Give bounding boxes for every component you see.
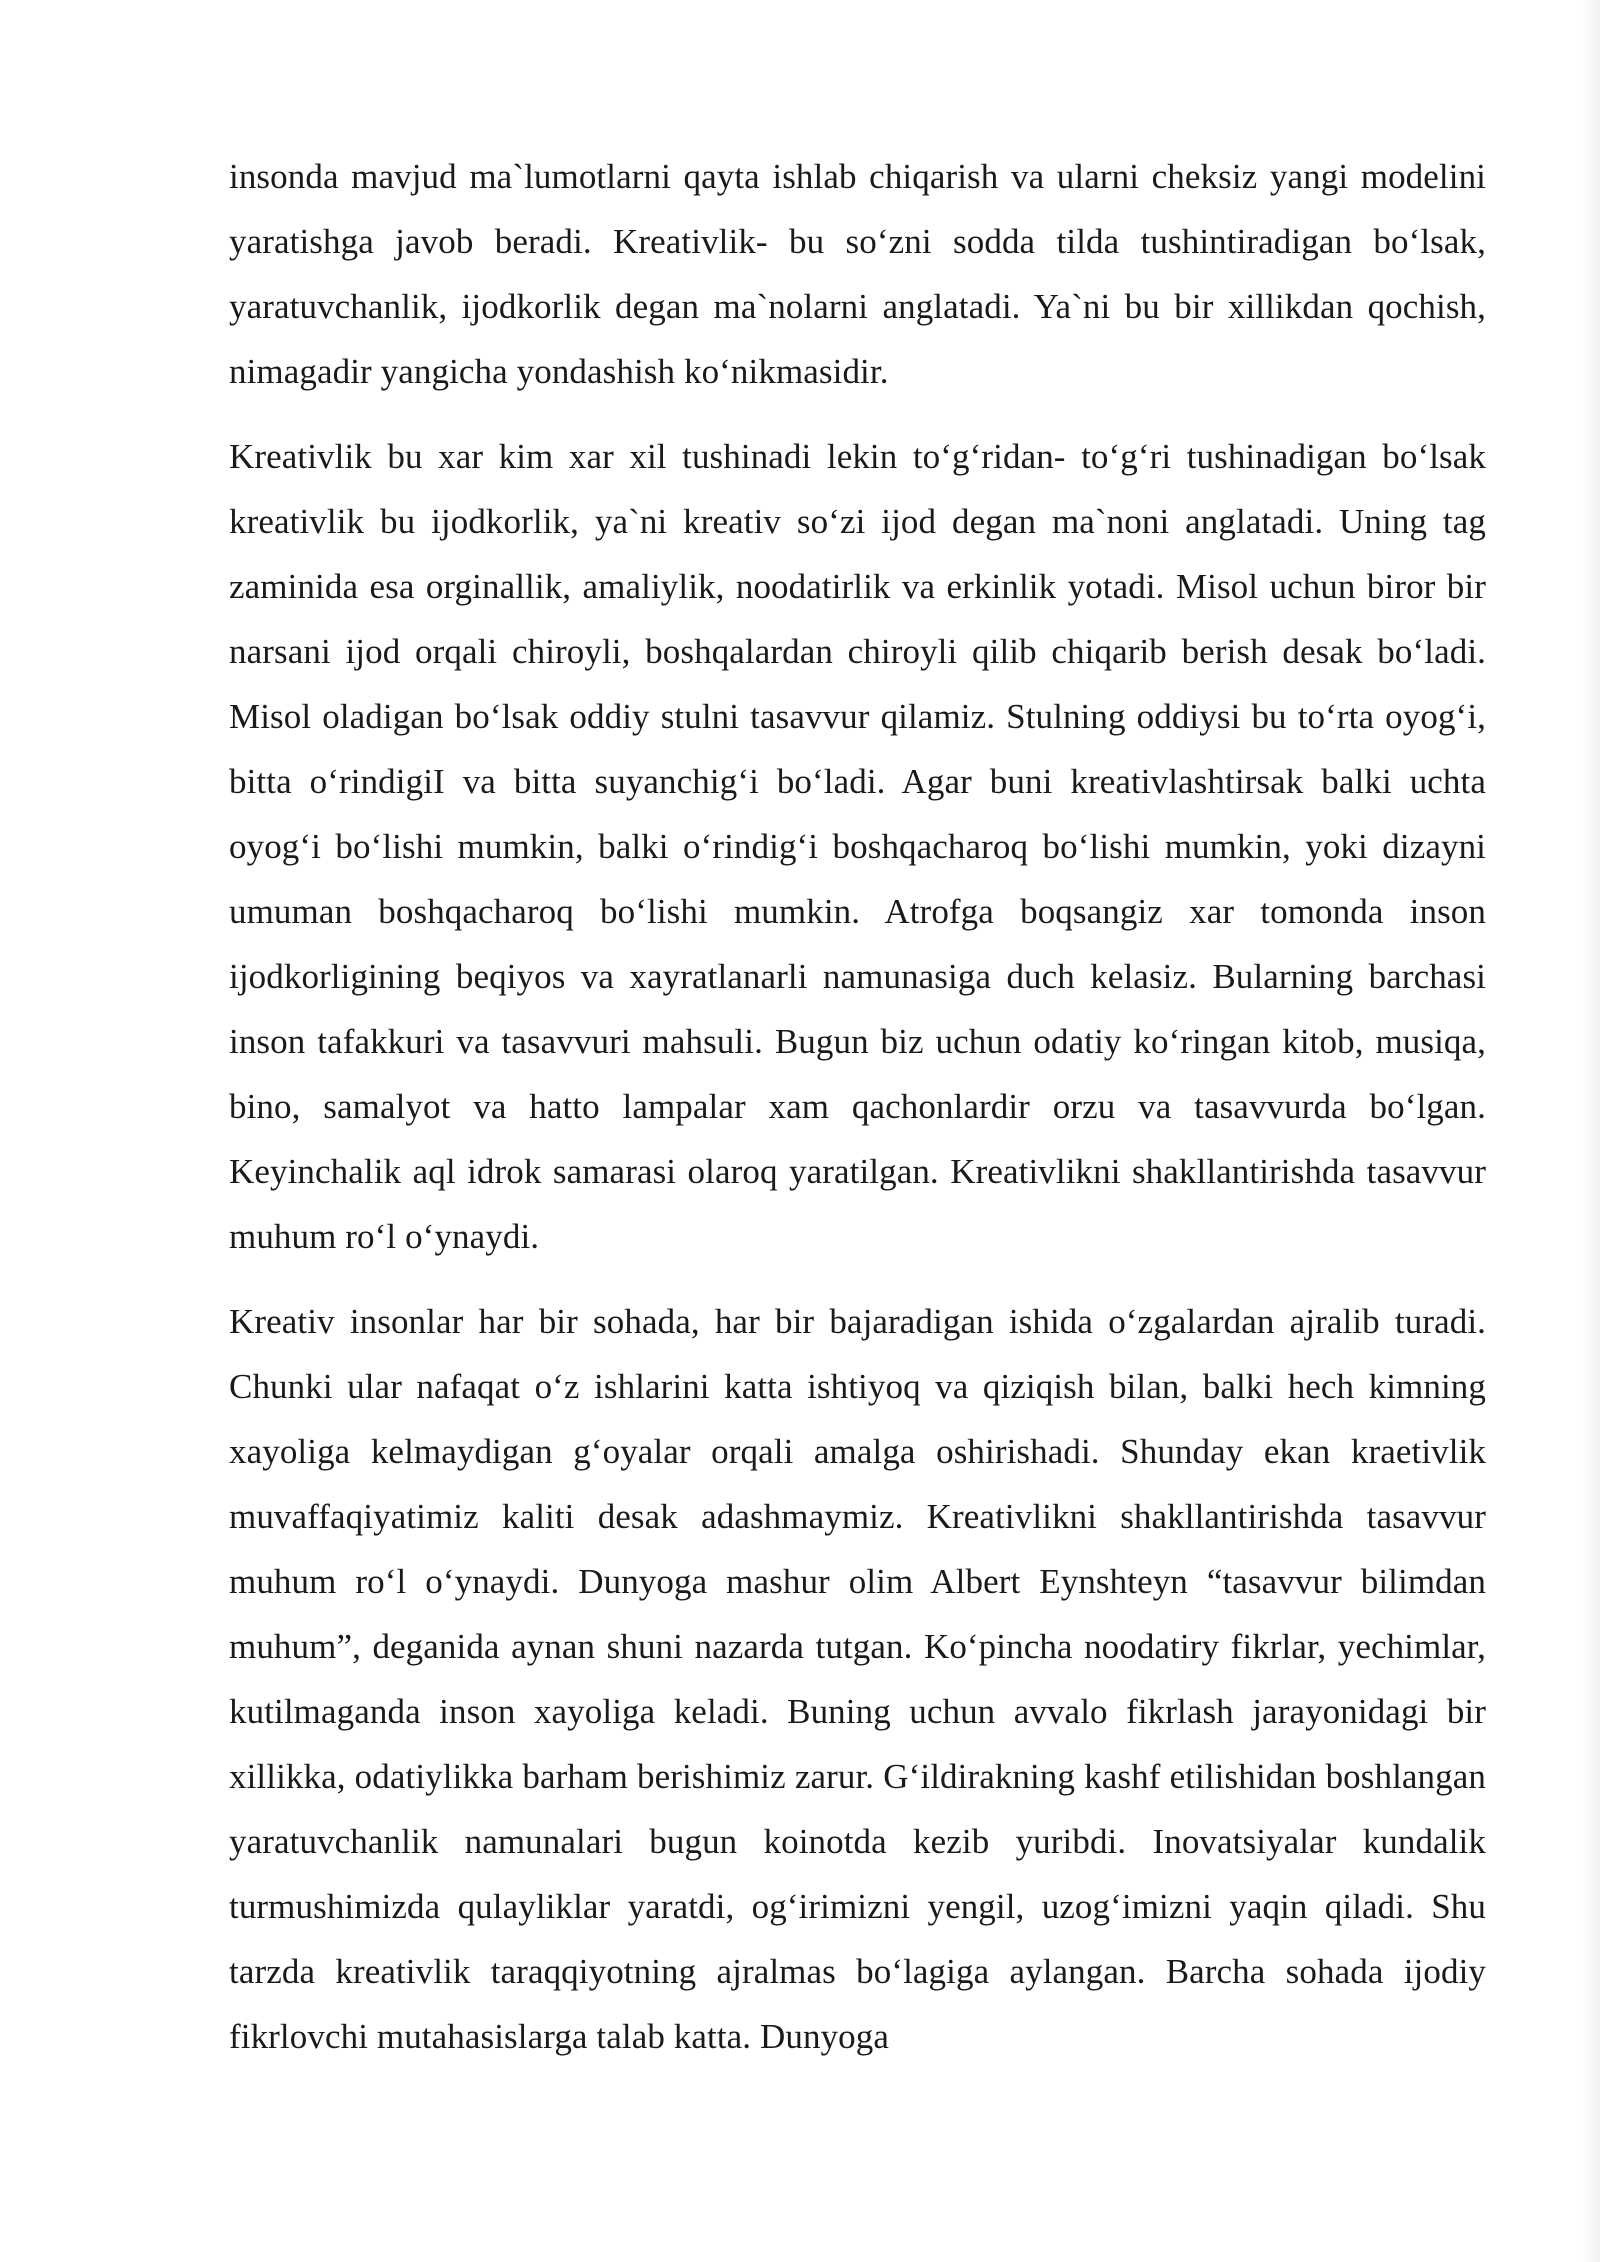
paragraph-3: Kreativ insonlar har bir sohada, har bir bajaradigan ishida o‘zgalardan ajralib turadi. Chunki ular nafaqat o‘z ishlarini katta ishtiyoq va qiziqish bilan, balki hech kimning xayoliga kelmaydigan g‘oyalar orqali amalga oshirishadi. Shunday ekan kraetivlik muvaffaqiyatimiz kaliti desak adashmaymiz. Kreativlikni shakllantirishda tasavvur muhum ro‘l o‘ynaydi. Dunyoga mashur olim Albert Eynshteyn “tasavvur bilimdan muhum”, deganida aynan shuni nazarda tutgan. Ko‘pincha noodatiry fikrlar, yechimlar, kutilmaganda inson xayoliga keladi. Buning uchun avvalo fikrlash jarayonidagi bir xillikka, odatiylikka barham berishimiz zarur. G‘ildirakning kashf etilishidan boshlangan yaratuvchanlik namunalari bugun koinotda kezib yuribdi. Inovatsiyalar kundalik turmushimizda qulayliklar yaratdi, og‘irimizni yengil, uzog‘imizni yaqin qiladi. Shu tarzda kreativlik taraqqiyotning ajralmas bo‘lagiga aylangan. Barcha sohada ijodiy fikrlovchi mutahasislarga talab katta. Dunyoga xyxy=(229,1302,1486,2056)
page-edge-shadow xyxy=(1582,0,1600,2262)
paragraph-2: Kreativlik bu xar kim xar xil tushinadi lekin to‘g‘ridan- to‘g‘ri tushinadigan bo‘lsak kreativlik bu ijodkorlik, ya`ni kreativ so‘zi ijod degan ma`noni anglatadi. Uning tag zaminida esa orginallik, amaliylik, noodatirlik va erkinlik yotadi. Misol uchun biror bir narsani ijod orqali chiroyli, boshqalardan chiroyli qilib chiqarib berish desak bo‘ladi. Misol oladigan bo‘lsak oddiy stulni tasavvur qilamiz. Stulning oddiysi bu to‘rta oyog‘i, bitta o‘rindigiI va bitta suyanchig‘i bo‘ladi. Agar buni kreativlashtirsak balki uchta oyog‘i bo‘lishi mumkin, balki o‘rindig‘i boshqacharoq bo‘lishi mumkin, yoki dizayni umuman boshqacharoq bo‘lishi mumkin. Atrofga boqsangiz xar tomonda inson ijodkorligining beqiyos va xayratlanarli namunasiga duch kelasiz. Bularning barchasi inson tafakkuri va tasavvuri mahsuli. Bugun biz uchun odatiy ko‘ringan kitob, musiqa, bino, samalyot va hatto lampalar xam qachonlardir orzu va tasavvurda bo‘lgan. Keyinchalik aql idrok samarasi olaroq yaratilgan. Kreativlikni shakllantirishda tasavvur muhum ro‘l o‘ynaydi. xyxy=(229,437,1486,1256)
paragraph-1: insonda mavjud ma`lumotlarni qayta ishlab chiqarish va ularni cheksiz yangi modelini yaratishga javob beradi. Kreativlik- bu so‘zni sodda tilda tushintiradigan bo‘lsak, yaratuvchanlik, ijodkorlik degan ma`nolarni anglatadi. Ya`ni bu bir xillikdan qochish, nimagadir yangicha yondashish ko‘nikmasidir. xyxy=(229,157,1486,391)
document-body xyxy=(229,144,1486,2069)
